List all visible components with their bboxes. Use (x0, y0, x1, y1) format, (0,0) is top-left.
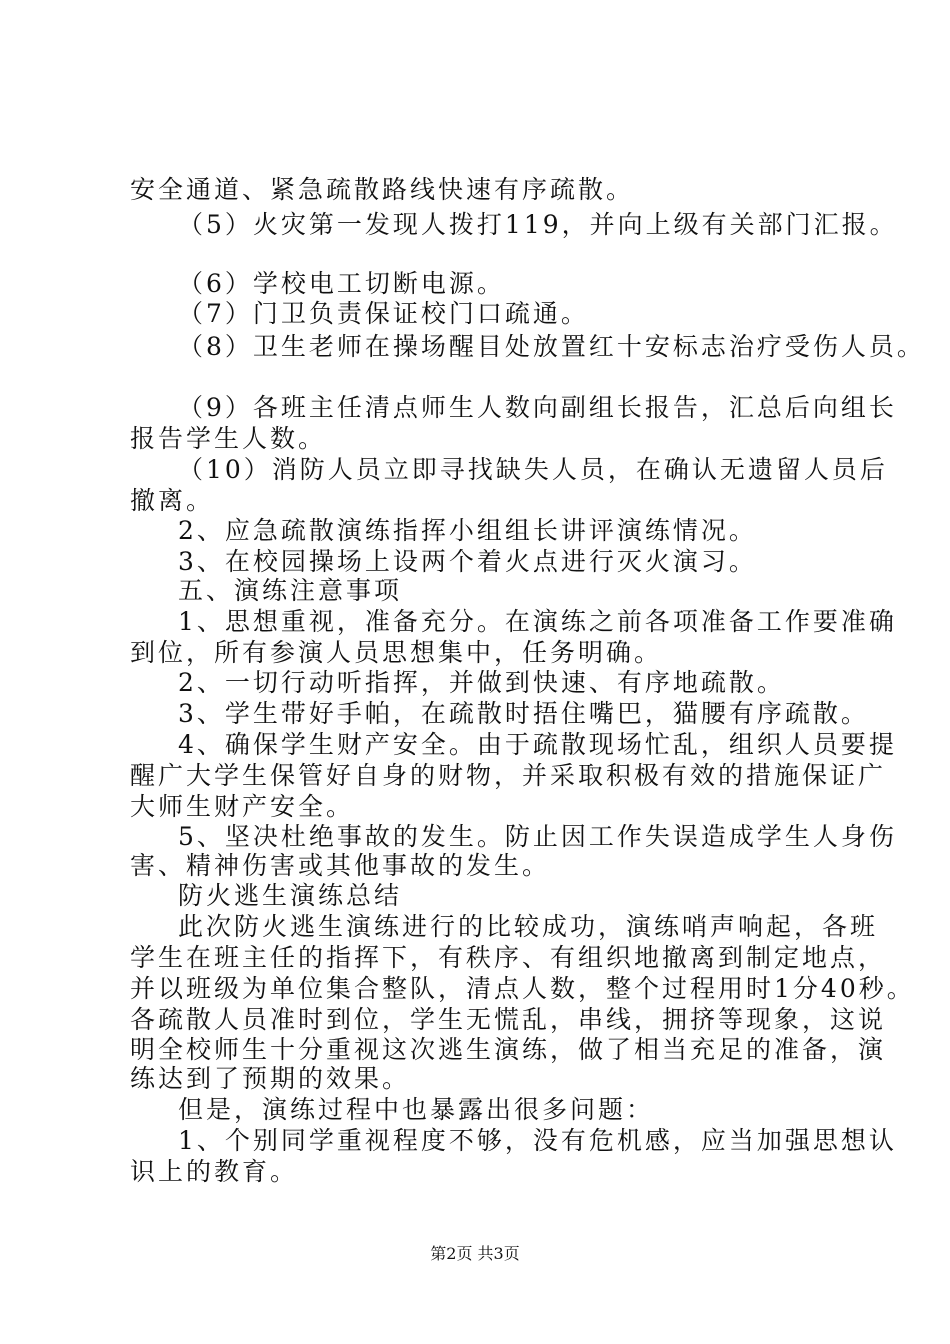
text-line: 练达到了预期的效果。 (130, 1064, 411, 1093)
text-line: （7）门卫负责保证校门口疏通。 (178, 299, 589, 328)
text-line: （6）学校电工切断电源。 (178, 269, 505, 298)
text-line: 3、学生带好手帕，在疏散时捂住嘴巴，猫腰有序疏散。 (178, 699, 869, 728)
text-line: 但是，演练过程中也暴露出很多问题： (178, 1095, 655, 1124)
text-line: 明全校师生十分重视这次逃生演练，做了相当充足的准备，演 (130, 1035, 887, 1064)
text-line: 报告学生人数。 (130, 424, 327, 453)
text-line: 5、坚决杜绝事故的发生。防止因工作失误造成学生人身伤 (178, 822, 897, 851)
text-line: 大师生财产安全。 (130, 792, 355, 821)
text-line: 各疏散人员准时到位，学生无慌乱，串线，拥挤等现象，这说 (130, 1005, 887, 1034)
text-line: （9）各班主任清点师生人数向副组长报告，汇总后向组长 (178, 393, 897, 422)
text-line: 到位，所有参演人员思想集中，任务明确。 (130, 638, 663, 667)
text-line: 学生在班主任的指挥下，有秩序、有组织地撤离到制定地点， (130, 943, 887, 972)
text-line: 害、精神伤害或其他事故的发生。 (130, 851, 551, 880)
text-line: 1、思想重视，准备充分。在演练之前各项准备工作要准确 (178, 607, 897, 636)
text-line: 2、一切行动听指挥，并做到快速、有序地疏散。 (178, 668, 785, 697)
text-line: （8）卫生老师在操场醒目处放置红十安标志治疗受伤人员。 (178, 332, 925, 361)
section-heading: 五、演练注意事项 (178, 576, 403, 605)
text-line: 4、确保学生财产安全。由于疏散现场忙乱，组织人员要提 (178, 730, 897, 759)
text-line: 撤离。 (130, 486, 215, 515)
text-line: 此次防火逃生演练进行的比较成功，演练哨声响起，各班 (178, 912, 879, 941)
text-line: 安全通道、紧急疏散路线快速有序疏散。 (130, 175, 635, 204)
text-line: 2、应急疏散演练指挥小组组长讲评演练情况。 (178, 516, 757, 545)
text-line: （5）火灾第一发现人拨打119，并向上级有关部门汇报。 (178, 210, 898, 239)
text-line: （10）消防人员立即寻找缺失人员，在确认无遗留人员后 (178, 455, 888, 484)
text-line: 3、在校园操场上设两个着火点进行灭火演习。 (178, 547, 757, 576)
text-line: 识上的教育。 (130, 1157, 299, 1186)
section-heading: 防火逃生演练总结 (178, 881, 403, 910)
text-line: 醒广大学生保管好自身的财物，并采取积极有效的措施保证广 (130, 761, 887, 790)
text-line: 并以班级为单位集合整队，清点人数，整个过程用时1分40秒。 (130, 974, 915, 1003)
text-line: 1、个别同学重视程度不够，没有危机感，应当加强思想认 (178, 1126, 897, 1155)
page-number-footer: 第2页 共3页 (430, 1244, 520, 1263)
